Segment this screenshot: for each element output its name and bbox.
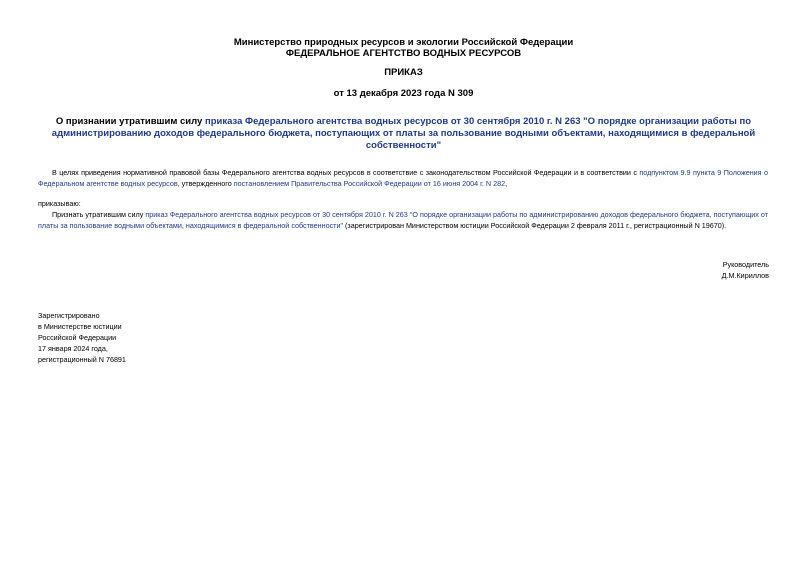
registration-line-5: регистрационный N 76891 <box>38 355 126 364</box>
title-link[interactable]: приказа Федерального агентства водных ресурсов от 30 сентября 2010 г. N 263 "О порядке организации работы по администрированию доходов федерального бюджета, поступающих от платы за пользование водными объектами, находящимися в федеральной собственности" <box>51 116 756 151</box>
order-word: приказываю: <box>38 199 81 208</box>
registration-line-4: 17 января 2024 года, <box>38 344 108 353</box>
registration-line-3: Российской Федерации <box>38 333 117 342</box>
ministry-name: Министерство природных ресурсов и экологии Российской Федерации <box>233 37 574 48</box>
clause-text-2: (зарегистрирован Министерством юстиции Российской Федерации 2 февраля 2011 г., регистрационный N 19670). <box>343 221 727 230</box>
preamble-link-2[interactable]: постановлением Правительства Российской Федерации от 16 июня 2004 г. N 282 <box>233 179 506 188</box>
registration-line-2: в Министерстве юстиции <box>38 322 122 331</box>
clause-link[interactable]: приказ Федерального агентства водных ресурсов от 30 сентября 2010 г. N 263 "О порядке организации работы по администрированию доходов федерального бюджета, поступающих от платы за пользование водными объектами, находящимися в федеральной собственности" <box>38 210 768 230</box>
preamble-text-3: , <box>505 179 508 188</box>
preamble-link-1[interactable]: подпунктом 9.9 пункта 9 Положения о Федеральном агентстве водных ресурсов <box>38 168 768 188</box>
signature-block <box>722 259 769 281</box>
clause-paragraph <box>38 209 768 231</box>
doc-title <box>36 116 771 152</box>
clause-text-1: Признать утратившим силу <box>52 210 146 219</box>
title-prefix: О признании утратившим силу <box>55 116 205 127</box>
agency-name: ФЕДЕРАЛЬНОЕ АГЕНТСТВО ВОДНЫХ РЕСУРСОВ <box>285 48 522 59</box>
registration-line-1: Зарегистрировано <box>38 311 100 320</box>
preamble-text-2: , утвержденного <box>177 179 234 188</box>
doc-date-number: от 13 декабря 2023 года N 309 <box>333 88 474 99</box>
preamble-text-1: В целях приведения нормативной правовой базы Федерального агентства водных ресурсов в соответствие с законодательством Российской Федерации и в соответствии с <box>52 168 640 177</box>
document-header <box>0 37 807 59</box>
registration-block <box>38 310 126 365</box>
preamble-paragraph <box>38 167 768 189</box>
doc-type: ПРИКАЗ <box>384 67 423 78</box>
signature-position: Руководитель <box>722 260 769 269</box>
signature-name: Д.М.Кириллов <box>721 271 769 280</box>
